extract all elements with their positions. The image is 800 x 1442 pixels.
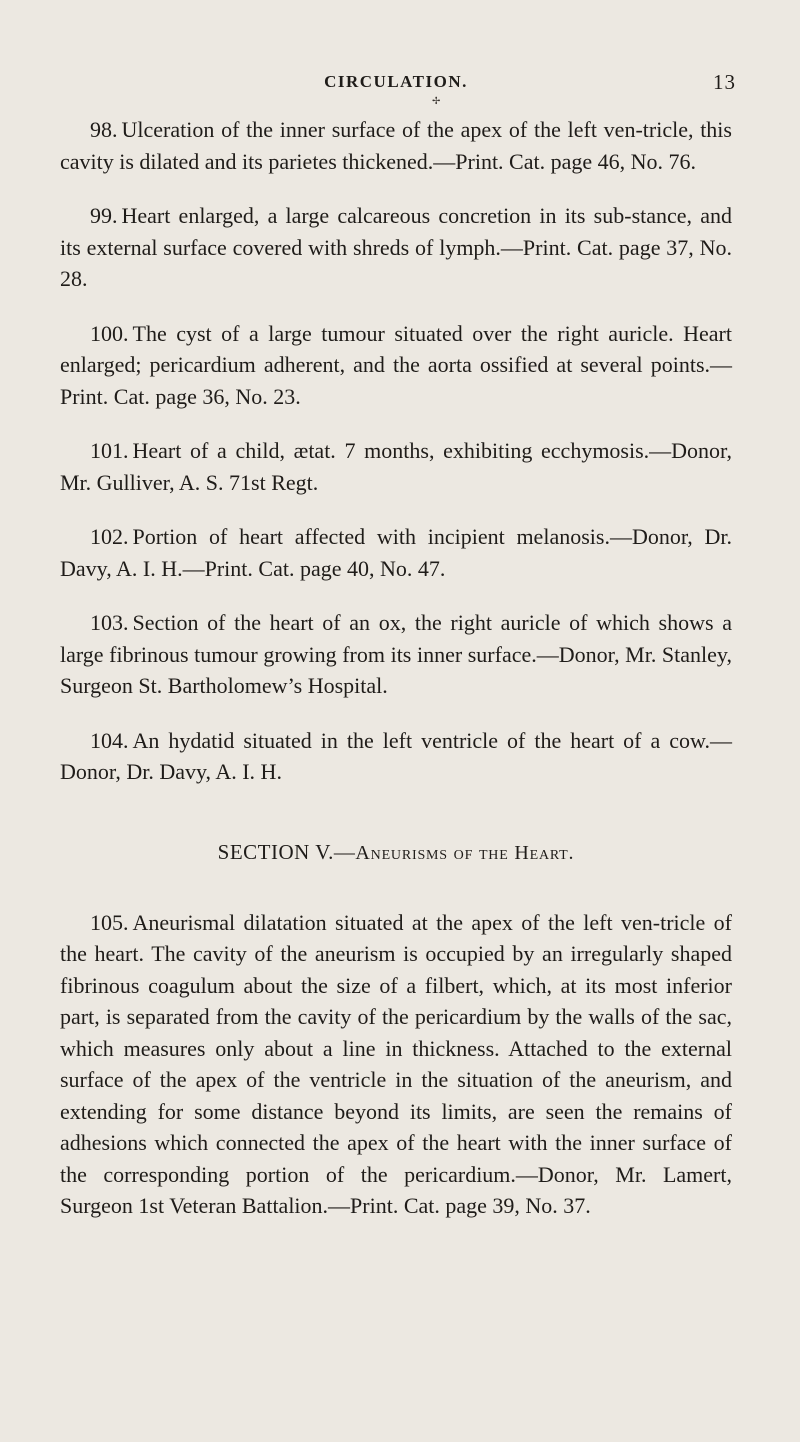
catalogue-entry-100 <box>60 318 732 413</box>
entry-text: An hydatid situated in the left ventricle of the heart of a cow.—Donor, Dr. Davy, A. I. H. <box>60 727 732 784</box>
catalogue-entry-102 <box>60 521 732 584</box>
entry-text: Aneurismal dilatation situated at the apex of the left ven-tricle of the heart. The cavity of the aneurism is occupied by an irregularly shaped fibrinous coagulum about the size of a filbert, which, at its most inferior part, is separated from the cavity of the pericardium by the walls of the sac, which measures only about a line in thickness. Attached to the external surface of the apex of the ventricle in the situation of the aneurism, and extending for some distance beyond its limits, are seen the remains of adhesions which connected the apex of the heart with the inner surface of the corresponding portion of the pericardium.—Donor, Mr. Lamert, Surgeon 1st Veteran Battalion.—Print. Cat. page 39, No. 37. <box>60 909 732 1218</box>
entry-number: 100. <box>90 320 129 346</box>
running-head <box>60 70 736 112</box>
section-label: SECTION V.— <box>217 839 356 864</box>
entry-text: The cyst of a large tumour situated over the right auricle. Heart enlarged; pericardium adherent, and the aorta ossified at several points.—Print. Cat. page 36, No. 23. <box>60 320 732 409</box>
catalogue-entry-104 <box>60 725 732 788</box>
catalogue-entry-105 <box>60 907 732 1222</box>
catalogue-entry-101 <box>60 435 732 498</box>
entries-after-section <box>60 907 732 1222</box>
entry-number: 99. <box>90 203 118 228</box>
entry-text: Portion of heart affected with incipient melanosis.—Donor, Dr. Davy, A. I. H.—Print. Cat. page 40, No. 47. <box>60 524 732 581</box>
printer-mark: ✢ <box>432 96 441 107</box>
document-page <box>0 72 800 1442</box>
entry-text: Section of the heart of an ox, the right auricle of which shows a large fibrinous tumour growing from its inner surface.—Donor, Mr. Stanley, Surgeon St. Bartholomew’s Hospital. <box>60 610 732 698</box>
entry-number: 105. <box>90 909 129 935</box>
section-heading <box>60 840 732 865</box>
catalogue-entry-103 <box>60 607 732 702</box>
entries-before-section <box>60 114 732 788</box>
section-title: Aneurisms of the Heart. <box>355 841 575 864</box>
catalogue-entry-99 <box>60 200 732 295</box>
catalogue-entry-98 <box>60 114 732 177</box>
page-number: 13 <box>713 70 736 94</box>
entry-number: 103. <box>90 610 129 635</box>
entry-number: 102. <box>90 524 129 549</box>
entry-text: Ulceration of the inner surface of the apex of the left ven-tricle, this cavity is dilated and its parietes thickened.—Print. Cat. page 46, No. 76. <box>60 117 732 174</box>
entry-text: Heart of a child, ætat. 7 months, exhibiting ecchymosis.—Donor, Mr. Gulliver, A. S. 71st Regt. <box>60 438 732 495</box>
entry-number: 104. <box>90 727 129 753</box>
entry-text: Heart enlarged, a large calcareous concretion in its sub-stance, and its external surface covered with shreds of lymph.—Print. Cat. page 37, No. 28. <box>60 203 732 291</box>
running-head-title: CIRCULATION. <box>324 72 468 91</box>
entry-number: 101. <box>90 438 129 463</box>
entry-number: 98. <box>90 117 118 142</box>
